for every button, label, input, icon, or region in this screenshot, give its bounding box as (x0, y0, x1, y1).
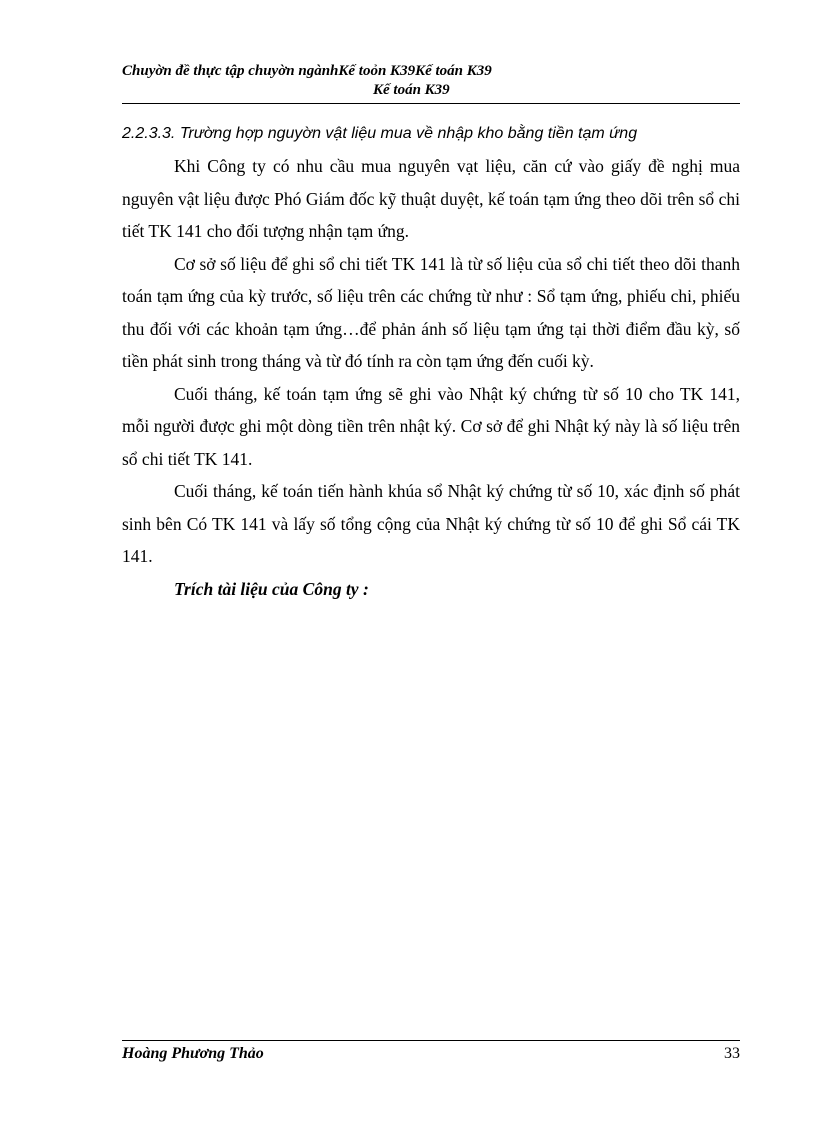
header-title-line-2: Kế toán K39 (373, 82, 450, 98)
section-heading: 2.2.3.3. Trường hợp nguyờn vật liệu mua về nhập kho bằng tiền tạm ứng (122, 125, 638, 142)
header-title-line-1: Chuyờn đề thực tập chuyờn ngànhKế toỏn K39Kế toán K39 (122, 63, 492, 79)
body-content (122, 150, 740, 605)
footer-author: Hoàng Phương Thảo (122, 1045, 264, 1062)
paragraph-2: Cơ sở số liệu để ghi sổ chi tiết TK 141 là từ số liệu của sổ chi tiết theo dõi thanh toán tạm ứng của kỳ trước, số liệu trên các chứng từ như : Sổ tạm ứng, phiếu chi, phiếu thu đối với các khoản tạm ứng…để phản ánh số liệu tạm ứng tại thời điểm đầu kỳ, số tiền phát sinh trong tháng và từ đó tính ra còn tạm ứng đến cuối kỳ. (122, 253, 740, 371)
paragraph-3: Cuối tháng, kế toán tạm ứng sẽ ghi vào Nhật ký chứng từ số 10 cho TK 141, mỗi người được ghi một dòng tiền trên nhật ký. Cơ sở để ghi Nhật ký này là số liệu trên sổ chi tiết TK 141. (122, 383, 740, 469)
page-number: 33 (724, 1045, 740, 1062)
page-footer (122, 1040, 740, 1069)
page-header (122, 60, 740, 104)
paragraph-1: Khi Công ty có nhu cầu mua nguyên vạt liệu, căn cứ vào giấy đề nghị mua nguyên vật liệu được Phó Giám đốc kỹ thuật duyệt, kế toán tạm ứng theo dõi trên sổ chi tiết TK 141 cho đối tượng nhận tạm ứng. (122, 156, 740, 241)
excerpt-label: Trích tài liệu của Công ty : (174, 578, 369, 599)
paragraph-4: Cuối tháng, kế toán tiến hành khúa sổ Nhật ký chứng từ số 10, xác định số phát sinh bên Có TK 141 và lấy số tổng cộng của Nhật ký chứng từ số 10 để ghi Sổ cái TK 141. (122, 481, 740, 566)
